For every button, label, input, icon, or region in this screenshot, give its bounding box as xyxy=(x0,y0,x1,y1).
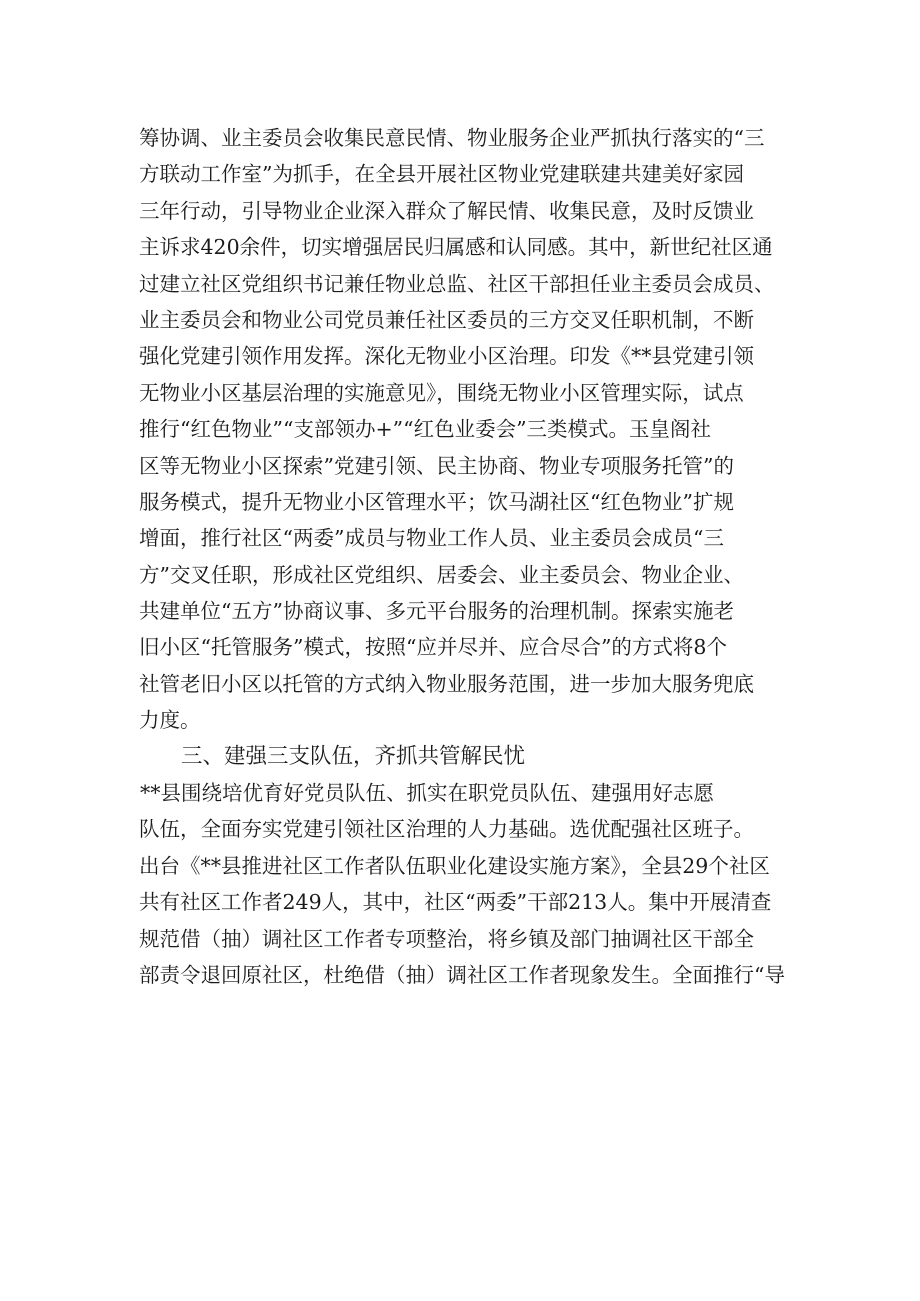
paragraph-line: 部责令退回原社区，杜绝借（抽）调社区工作者现象发生。全面推行“导 xyxy=(139,962,785,987)
paragraph-line: 方”交叉任职，形成社区党组织、居委会、业主委员会、物业企业、 xyxy=(139,562,744,587)
paragraph-line: 服务模式，提升无物业小区管理水平；饮马湖社区“红色物业”扩规 xyxy=(139,489,734,514)
section-heading: 三、建强三支队伍，齐抓共管解民忧 xyxy=(181,743,526,769)
document-body xyxy=(139,120,799,993)
paragraph-line: 旧小区“托管服务”模式，按照“应并尽并、应合尽合”的方式将8个 xyxy=(139,635,727,660)
paragraph-line: 过建立社区党组织书记兼任物业总监、社区干部担任业主委员会成员、 xyxy=(139,271,775,296)
paragraph-line: 出台《**县推进社区工作者队伍职业化建设实施方案》，全县29个社区 xyxy=(139,853,770,878)
paragraph-line: 共建单位“五方”协商议事、多元平台服务的治理机制。探索实施老 xyxy=(139,599,734,624)
paragraph-line: 区等无物业小区探索”党建引领、民主协商、物业专项服务托管”的 xyxy=(139,453,734,478)
paragraph-line: **县围绕培优育好党员队伍、抓实在职党员队伍、建强用好志愿 xyxy=(140,781,714,806)
paragraph-line: 规范借（抽）调社区工作者专项整治，将乡镇及部门抽调社区干部全 xyxy=(139,926,754,951)
paragraph-line: 方联动工作室”为抓手，在全县开展社区物业党建联建共建美好家园 xyxy=(139,162,744,187)
paragraph-line: 增面，推行社区“两委”成员与物业工作人员、业主委员会成员“三 xyxy=(139,526,724,551)
paragraph-line: 筹协调、业主委员会收集民意民情、物业服务企业严抓执行落实的“三 xyxy=(139,126,765,150)
paragraph-line: 主诉求420余件，切实增强居民归属感和认同感。其中，新世纪社区通 xyxy=(139,235,773,260)
paragraph-line: 业主委员会和物业公司党员兼任社区委员的三方交叉任职机制，不断 xyxy=(139,307,754,332)
paragraph-line: 共有社区工作者249人，其中，社区“两委”干部213人。集中开展清查 xyxy=(139,890,772,915)
paragraph-line: 推行“红色物业”“支部领办+”“红色业委会”三类模式。玉皇阁社 xyxy=(139,417,712,442)
paragraph-line: 无物业小区基层治理的实施意见》，围绕无物业小区管理实际，试点 xyxy=(139,380,744,405)
paragraph-line: 强化党建引领作用发挥。深化无物业小区治理。印发《**县党建引领 xyxy=(139,344,754,369)
paragraph-line: 力度。 xyxy=(139,708,201,733)
paragraph-line: 社管老旧小区以托管的方式纳入物业服务范围，进一步加大服务兜底 xyxy=(139,671,754,696)
paragraph-line: 队伍，全面夯实党建引领社区治理的人力基础。选优配强社区班子。 xyxy=(139,817,754,842)
paragraph-line: 三年行动，引导物业企业深入群众了解民情、收集民意，及时反馈业 xyxy=(139,198,754,223)
